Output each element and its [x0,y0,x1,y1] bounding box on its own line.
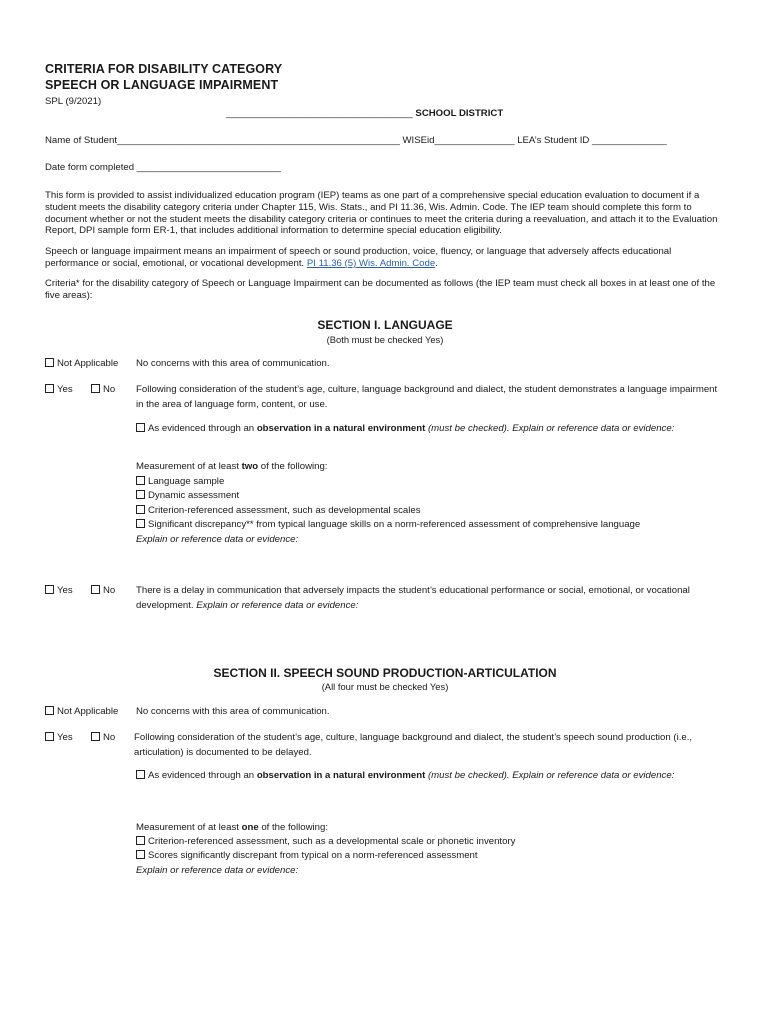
student-info-row [45,135,735,146]
school-district-label: SCHOOL DISTRICT [415,108,504,119]
s2-explain-label: Explain or reference data or evidence: [136,864,299,876]
s2-item1-no[interactable]: No [91,732,115,743]
student-name-label: Name of Student [45,135,117,146]
s1-item1-yes-checkbox[interactable] [45,384,54,393]
section2-subheading: (All four must be checked Yes) [321,681,449,692]
s1-options-list [136,475,640,547]
s1-explain-label: Explain or reference data or evidence: [136,533,299,545]
s1-item1-text: Following consideration of the student’s age, culture, language background and dialect, the student demonstrates a language impairment in the area of language form, content, or use. [136,384,718,410]
s2-item1-no-checkbox[interactable] [91,732,100,741]
s2-measurement-label: Measurement of at least one of the following: [136,822,328,833]
s2-not-applicable[interactable] [45,706,118,717]
s1-observation-row[interactable]: As evidenced through an observation in a natural environment (must be checked). Explain or reference data or evidence: [136,423,674,434]
pi-11-36-link[interactable]: PI 11.36 (5) Wis. Admin. Code [306,257,436,269]
s2-na-text: No concerns with this area of communication. [136,706,330,717]
s2-options-list [136,835,515,878]
section2-heading: SECTION II. SPEECH SOUND PRODUCTION-ARTICULATION [213,666,557,680]
s2-option-criterion-referenced[interactable]: Criterion-referenced assessment, such as a developmental scale or phonetic inventory [136,835,515,849]
s1-observation-checkbox[interactable] [136,423,145,432]
s1-option-significant-discrepancy[interactable]: Significant discrepancy** from typical language skills on a norm-referenced assessment of comprehensive language [136,518,640,532]
s2-observation-checkbox[interactable] [136,770,145,779]
s2-not-applicable-label: Not Applicable [57,706,119,717]
s2-item1-yes-checkbox[interactable] [45,732,54,741]
form-title-line1: CRITERIA FOR DISABILITY CATEGORY [45,62,283,76]
intro-paragraph: This form is provided to assist individualized education program (IEP) teams as one part of a comprehensive special education evaluation to document if a student meets the disability category criteria under Chapter 115, Wis. Stats., and PI 11.36, Wis. Admin. Code. The IEP team should complete this form to document whether or not the student meets the disability category criteria or continues to meet the criteria during a reevaluation, and attach it to the Evaluation Report, DPI sample form ER-1, that includes additional information to determine special education eligibility. [45,190,718,237]
s1-item1-no[interactable]: No [91,384,115,395]
s2-item1-yes[interactable]: Yes [45,732,73,743]
s2-not-applicable-checkbox[interactable] [45,706,54,715]
criteria-paragraph: Criteria* for the disability category of Speech or Language Impairment can be documented as follows (the IEP team must check all boxes in at least one of the five areas): [45,278,716,301]
lea-id-field[interactable]: ______________ [592,135,667,146]
s1-item1-yes[interactable]: Yes [45,384,73,395]
s1-item2-text: There is a delay in communication that adversely impacts the student’s educational performance or social, emotional, or vocational development. Explain or reference data or evidence: [136,585,690,611]
s1-option-dynamic-assessment[interactable]: Dynamic assessment [136,489,640,503]
s1-item2-no[interactable]: No [91,585,115,596]
section1-heading: SECTION I. LANGUAGE [317,318,453,332]
student-name-field[interactable]: _____________________________________________________ [117,135,400,146]
definition-text: Speech or language impairment means an impairment of speech or sound production, voice, fluency, or language that adversely affects educational performance or social, emotional, or vocational development. [45,246,672,269]
s1-not-applicable-checkbox[interactable] [45,358,54,367]
s1-option-criterion-referenced[interactable]: Criterion-referenced assessment, such as developmental scales [136,504,640,518]
s1-item2-yes-checkbox[interactable] [45,585,54,594]
wiseid-field[interactable]: _______________ [434,135,515,146]
s1-not-applicable-label: Not Applicable [57,358,119,369]
school-district-field[interactable]: ___________________________________ [226,108,413,119]
s2-item1-text: Following consideration of the student’s age, culture, language background and dialect, the student’s speech sound production (i.e., articulation) is documented to be delayed. [134,732,693,758]
form-title-line2: SPEECH OR LANGUAGE IMPAIRMENT [45,78,279,92]
s1-measurement-label: Measurement of at least two of the following: [136,461,328,472]
s1-item1-no-checkbox[interactable] [91,384,100,393]
school-district-row [226,108,503,119]
s1-option-language-sample[interactable]: Language sample [136,475,640,489]
date-completed-field[interactable]: ___________________________ [136,162,281,173]
section1-subheading: (Both must be checked Yes) [326,334,444,345]
s2-observation-row[interactable]: As evidenced through an observation in a natural environment (must be checked). Explain or reference data or evidence: [136,770,674,781]
lea-id-label: LEA’s Student ID [517,135,590,146]
s1-item2-no-checkbox[interactable] [91,585,100,594]
date-completed-label: Date form completed [45,162,135,173]
wiseid-label: WISEid [402,135,435,146]
definition-paragraph: Speech or language impairment means an impairment of speech or sound production, voice, fluency, or language that adversely affects educational performance or social, emotional, or vocational development. PI 11.36 (5) Wis. Admin. Code. [45,246,672,269]
s1-na-text: No concerns with this area of communication. [136,358,330,369]
form-code: SPL (9/2021) [45,96,102,107]
date-row [45,162,281,173]
s1-item2-yes[interactable]: Yes [45,585,73,596]
s1-not-applicable[interactable] [45,358,118,369]
s2-option-norm-referenced[interactable]: Scores significantly discrepant from typical on a norm-referenced assessment [136,849,515,863]
